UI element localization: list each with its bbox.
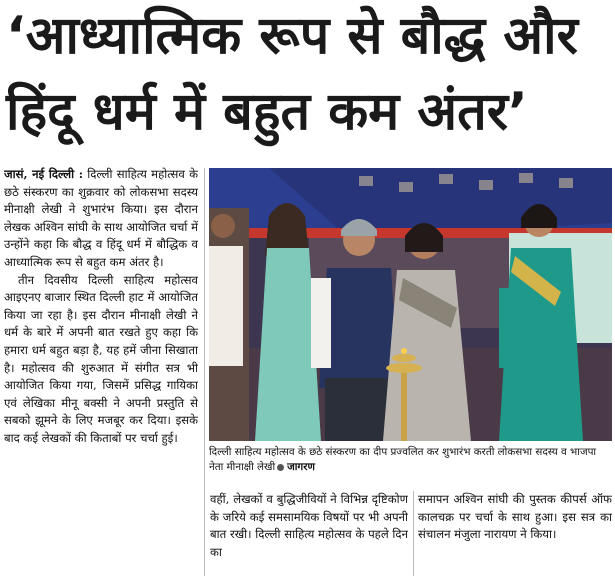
news-photo (209, 168, 612, 441)
column-divider-1 (204, 168, 205, 576)
caption-text: दिल्ली साहित्य महोत्सव के छठे संस्करण का दीप प्रज्वलित कर शुभारंभ करती लोकसभा सदस्य व भाजपा नेता मीनाक्षी लेखी (209, 446, 597, 473)
article-paragraph-1 (4, 166, 198, 272)
column-divider-2 (413, 491, 414, 576)
article-column-1 (4, 166, 198, 576)
credit-bullet-icon (277, 464, 284, 471)
dateline: जासं, नई दिल्ली : (4, 167, 83, 181)
article-paragraph-2: तीन दिवसीय दिल्ली साहित्य महोत्सव आइएनए बाजार स्थित दिल्ली हाट में आयोजित किया जा रहा है। इस दौरान मीनाक्षी लेखी ने धर्म के बारे में अपनी बात रखते हुए कहा कि हमारा धर्म बहुत बड़ा है, यह हमें जीना सिखाता है। महोत्सव की शुरुआत में संगीत सत्र भी आयोजित किया गया, जिसमें प्रसिद्ध गायिका एवं लेखिका मीनू बक्सी ने अपनी प्रस्तुति से सबको झूमने के लिए मजबूर कर दिया। इसके बाद कई लेखकों की किताबों पर चर्चा हुई। (4, 272, 198, 445)
photo-credit: जागरण (287, 461, 315, 473)
article-paragraph-1-text: दिल्ली साहित्य महोत्सव के छठे संस्करण का शुक्रवार को लोकसभा सदस्य मीनाक्षी लेखी ने शुभारंभ किया। इस दौरान लेखक अश्विन सांघी के साथ आयोजित चर्चा में उन्होंने कहा कि बौद्ध व हिंदू धर्म में बौद्धिक व आध्यात्मिक रूप से बहुत कम अंतर है। (4, 167, 198, 269)
article-column-2 (210, 491, 408, 576)
article-column-3-text: समापन अश्विन सांघी की पुस्तक कीपर्स ऑफ कालचक्र पर चर्चा के साथ हुआ। इस सत्र का संचालन मंजुला नारायण ने किया। (418, 492, 612, 542)
photo-illustration (209, 168, 612, 441)
photo-caption (209, 445, 612, 475)
article-column-2-text: वहीं, लेखकों व बुद्धिजीवियों ने विभिन्न दृष्टिकोण के जरिये कई समसामयिक विषयों पर भी अपनी बात रखी। दिल्ली साहित्य महोत्सव के पहले दिन का (210, 492, 408, 559)
headline-line-1: ‘आध्यात्मिक रूप से बौद्ध और (6, 6, 578, 66)
article-column-3 (418, 491, 612, 576)
headline-line-2: हिंदू धर्म में बहुत कम अंतर’ (6, 82, 528, 142)
